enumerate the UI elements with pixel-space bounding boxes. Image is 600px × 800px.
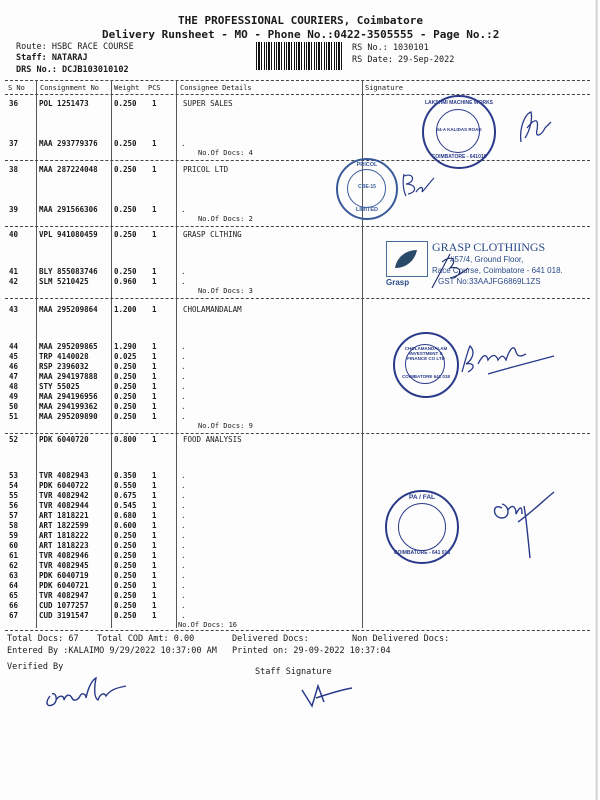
- row-consignment: ART 1818221: [39, 511, 89, 520]
- row-weight: 0.250: [114, 591, 137, 600]
- row-consignment: CUD 1077257: [39, 601, 89, 610]
- fal-stamp-top: PA / FAL: [409, 494, 435, 501]
- row-weight: 0.250: [114, 561, 137, 570]
- row-consignment: ART 1822599: [39, 521, 89, 530]
- fal-stamp: [385, 490, 459, 564]
- row-sno: 45: [9, 352, 19, 361]
- row-consignment: PDK 6040722: [39, 481, 89, 490]
- row-sno: 65: [9, 591, 19, 600]
- chola-stamp-top: CHOLAMANDALAM INVESTMENT & FINANCE CO LTD: [404, 346, 448, 361]
- row-consignment: TVR 4082945: [39, 561, 89, 570]
- row-sno: 46: [9, 362, 19, 371]
- row-consignment: ART 1818223: [39, 541, 89, 550]
- row-weight: 0.545: [114, 501, 137, 510]
- row-detail: .: [181, 342, 186, 351]
- row-consignment: TVR 4082947: [39, 591, 89, 600]
- row-detail: .: [181, 491, 186, 500]
- lakshmi-stamp-top: LAKSHMI MACHINE WORKS: [424, 100, 494, 106]
- row-consignment: TRP 4140028: [39, 352, 89, 361]
- row-sno: 54: [9, 481, 19, 490]
- row-weight: 0.250: [114, 99, 137, 108]
- row-weight: 0.250: [114, 267, 137, 276]
- row-sno: 67: [9, 611, 19, 620]
- row-sno: 64: [9, 581, 19, 590]
- row-consignment: PDK 6040721: [39, 581, 89, 590]
- row-detail: .: [181, 611, 186, 620]
- row-pcs: 1: [152, 481, 157, 490]
- total-docs: Total Docs: 67: [7, 634, 79, 644]
- row-pcs: 1: [152, 591, 157, 600]
- group-divider: [5, 160, 590, 161]
- row-pcs: 1: [152, 352, 157, 361]
- row-consignment: POL 1251473: [39, 99, 89, 108]
- row-detail: .: [181, 581, 186, 590]
- row-pcs: 1: [152, 611, 157, 620]
- docs-count: No.Of Docs: 2: [198, 215, 253, 223]
- total-cod: Total COD Amt: 0.00: [97, 634, 195, 644]
- row-consignment: STY 55025: [39, 382, 80, 391]
- grasp-signature: [428, 248, 472, 292]
- row-sno: 41: [9, 267, 19, 276]
- row-sno: 52: [9, 435, 19, 444]
- grasp-stamp-name: GRASP CLOTHIINGS: [432, 240, 546, 254]
- row-detail: .: [181, 561, 186, 570]
- row-weight: 0.250: [114, 165, 137, 174]
- grasp-stamp-address1: #57/4, Ground Floor,: [450, 255, 524, 264]
- runsheet-subtitle: Delivery Runsheet - MO - Phone No.:0422-3505555 - Page No.:2: [102, 28, 500, 41]
- row-weight: 0.250: [114, 412, 137, 421]
- row-detail: .: [181, 139, 186, 148]
- row-consignment: PDK 6040720: [39, 435, 89, 444]
- row-consignment: TVR 4082946: [39, 551, 89, 560]
- verified-by-label: Verified By: [7, 662, 64, 672]
- row-weight: 0.250: [114, 205, 137, 214]
- route: Route: HSBC RACE COURSE: [16, 42, 134, 52]
- row-weight: 0.675: [114, 491, 137, 500]
- docs-count: No.Of Docs: 9: [198, 422, 253, 430]
- row-pcs: 1: [152, 382, 157, 391]
- row-weight: 0.250: [114, 571, 137, 580]
- grasp-logo-text: Grasp: [386, 278, 410, 287]
- row-sno: 42: [9, 277, 19, 286]
- row-sno: 58: [9, 521, 19, 530]
- pricol-signature: [398, 170, 438, 200]
- row-pcs: 1: [152, 205, 157, 214]
- col-pcs: PCS: [148, 84, 161, 92]
- row-detail: .: [181, 521, 186, 530]
- row-weight: 0.250: [114, 402, 137, 411]
- row-consignment: VPL 941080459: [39, 230, 98, 239]
- row-pcs: 1: [152, 435, 157, 444]
- row-weight: 0.600: [114, 521, 137, 530]
- row-weight: 1.200: [114, 305, 137, 314]
- col-consignment: Consignment No: [40, 84, 100, 92]
- row-detail: .: [181, 372, 186, 381]
- consignee-name: FOOD ANALYSIS: [183, 435, 242, 444]
- row-pcs: 1: [152, 521, 157, 530]
- row-pcs: 1: [152, 372, 157, 381]
- row-detail: .: [181, 362, 186, 371]
- grasp-logo-box: [386, 241, 428, 277]
- delivered-docs: Delivered Docs:: [232, 634, 309, 644]
- row-detail: .: [181, 591, 186, 600]
- row-consignment: MAA 295209864: [39, 305, 98, 314]
- row-sno: 49: [9, 392, 19, 401]
- column-line: [36, 80, 37, 628]
- row-weight: 0.680: [114, 511, 137, 520]
- row-consignment: BLY 855083746: [39, 267, 98, 276]
- row-weight: 0.250: [114, 611, 137, 620]
- row-pcs: 1: [152, 551, 157, 560]
- row-sno: 38: [9, 165, 19, 174]
- barcode: [256, 42, 342, 70]
- fal-signature: [488, 488, 558, 563]
- row-weight: 1.290: [114, 342, 137, 351]
- divider: [5, 630, 590, 631]
- row-weight: 0.250: [114, 541, 137, 550]
- row-sno: 56: [9, 501, 19, 510]
- rs-number: RS No.: 1030101: [352, 43, 429, 53]
- row-pcs: 1: [152, 165, 157, 174]
- row-sno: 66: [9, 601, 19, 610]
- group-divider: [5, 433, 590, 434]
- row-pcs: 1: [152, 99, 157, 108]
- row-consignment: PDK 6040719: [39, 571, 89, 580]
- row-sno: 62: [9, 561, 19, 570]
- row-weight: 0.250: [114, 362, 137, 371]
- consignee-name: CHOLAMANDALAM: [183, 305, 242, 314]
- row-detail: .: [181, 511, 186, 520]
- row-pcs: 1: [152, 402, 157, 411]
- col-sno: S No: [8, 84, 25, 92]
- row-weight: 0.250: [114, 230, 137, 239]
- column-line: [111, 80, 112, 628]
- lakshmi-signature: [515, 108, 555, 148]
- row-pcs: 1: [152, 412, 157, 421]
- consignee-name: GRASP CLTHING: [183, 230, 242, 239]
- row-weight: 0.550: [114, 481, 137, 490]
- row-sno: 51: [9, 412, 19, 421]
- column-line: [176, 80, 177, 628]
- row-pcs: 1: [152, 471, 157, 480]
- entered-by: Entered By :KALAIMO 9/29/2022 10:37:00 AM: [7, 646, 217, 656]
- row-pcs: 1: [152, 501, 157, 510]
- row-consignment: TVR 4082943: [39, 471, 89, 480]
- row-weight: 0.250: [114, 372, 137, 381]
- row-weight: 0.250: [114, 531, 137, 540]
- drs-number: DRS No.: DCJB103010102: [16, 65, 129, 75]
- company-title: THE PROFESSIONAL COURIERS, Coimbatore: [178, 14, 424, 27]
- chola-stamp-center: COIMBATORE 641 018: [402, 374, 450, 379]
- row-pcs: 1: [152, 305, 157, 314]
- divider: [5, 94, 590, 95]
- grasp-stamp-address2: Race Course, Coimbatore - 641 018.: [432, 266, 563, 275]
- staff-signature: [298, 680, 358, 712]
- group-divider: [5, 226, 590, 227]
- row-pcs: 1: [152, 581, 157, 590]
- row-consignment: MAA 287224048: [39, 165, 98, 174]
- row-detail: .: [181, 412, 186, 421]
- row-detail: .: [181, 382, 186, 391]
- row-weight: 0.025: [114, 352, 137, 361]
- row-detail: .: [181, 471, 186, 480]
- row-weight: 0.350: [114, 471, 137, 480]
- row-weight: 0.250: [114, 139, 137, 148]
- row-sno: 55: [9, 491, 19, 500]
- pricol-stamp-bottom: LIMITED: [356, 207, 378, 213]
- chola-stamp: [393, 332, 459, 398]
- row-sno: 57: [9, 511, 19, 520]
- rs-date: RS Date: 29-Sep-2022: [352, 55, 455, 65]
- lakshmi-stamp: [422, 95, 496, 169]
- pricol-stamp-side: CBE-15: [358, 184, 376, 190]
- row-sno: 60: [9, 541, 19, 550]
- row-weight: 0.250: [114, 551, 137, 560]
- row-pcs: 1: [152, 139, 157, 148]
- row-detail: .: [181, 402, 186, 411]
- row-sno: 47: [9, 372, 19, 381]
- row-weight: 0.250: [114, 581, 137, 590]
- verifier-signature: [42, 674, 132, 710]
- group-divider: [5, 298, 590, 299]
- row-detail: .: [181, 352, 186, 361]
- pricol-stamp-top: PRICOL: [356, 162, 378, 168]
- docs-count: No.Of Docs: 4: [198, 149, 253, 157]
- row-sno: 63: [9, 571, 19, 580]
- row-consignment: CUD 3191547: [39, 611, 89, 620]
- row-detail: .: [181, 541, 186, 550]
- docs-count: No.Of Docs: 3: [198, 287, 253, 295]
- row-detail: .: [181, 601, 186, 610]
- row-pcs: 1: [152, 561, 157, 570]
- printed-on: Printed on: 29-09-2022 10:37:04: [232, 646, 391, 656]
- row-consignment: MAA 294199362: [39, 402, 98, 411]
- row-pcs: 1: [152, 601, 157, 610]
- row-sno: 36: [9, 99, 19, 108]
- consignee-name: PRICOL LTD: [183, 165, 229, 174]
- row-pcs: 1: [152, 511, 157, 520]
- row-detail: .: [181, 501, 186, 510]
- row-sno: 48: [9, 382, 19, 391]
- row-consignment: MAA 294196956: [39, 392, 98, 401]
- staff-signature-label: Staff Signature: [255, 667, 332, 677]
- row-consignment: RSP 2396032: [39, 362, 89, 371]
- row-sno: 50: [9, 402, 19, 411]
- row-pcs: 1: [152, 531, 157, 540]
- row-detail: .: [181, 277, 186, 286]
- page-edge: [595, 0, 598, 800]
- divider: [5, 80, 590, 81]
- row-weight: 0.250: [114, 382, 137, 391]
- row-weight: 0.800: [114, 435, 137, 444]
- row-sno: 61: [9, 551, 19, 560]
- chola-signature: [458, 338, 558, 378]
- row-pcs: 1: [152, 267, 157, 276]
- row-consignment: SLM 5210425: [39, 277, 89, 286]
- row-detail: .: [181, 267, 186, 276]
- row-pcs: 1: [152, 571, 157, 580]
- row-pcs: 1: [152, 392, 157, 401]
- row-consignment: TVR 4082944: [39, 501, 89, 510]
- row-pcs: 1: [152, 230, 157, 239]
- row-pcs: 1: [152, 342, 157, 351]
- pricol-stamp: [336, 158, 398, 220]
- row-sno: 44: [9, 342, 19, 351]
- row-consignment: TVR 4082942: [39, 491, 89, 500]
- consignee-name: SUPER SALES: [183, 99, 233, 108]
- row-weight: 0.250: [114, 392, 137, 401]
- col-signature: Signature: [365, 84, 403, 92]
- row-sno: 43: [9, 305, 19, 314]
- row-pcs: 1: [152, 277, 157, 286]
- col-consignee: Consignee Details: [180, 84, 252, 92]
- row-detail: .: [181, 481, 186, 490]
- row-consignment: ART 1818222: [39, 531, 89, 540]
- grasp-stamp-gst: GST No:33AAJFG6869L1ZS: [438, 277, 541, 286]
- row-consignment: MAA 291566306: [39, 205, 98, 214]
- row-weight: 0.960: [114, 277, 137, 286]
- non-delivered-docs: Non Delivered Docs:: [352, 634, 450, 644]
- row-detail: .: [181, 571, 186, 580]
- row-sno: 40: [9, 230, 19, 239]
- row-detail: .: [181, 205, 186, 214]
- row-sno: 39: [9, 205, 19, 214]
- fal-stamp-bottom: COIMBATORE - 641 018: [393, 550, 451, 556]
- lakshmi-stamp-center: 34-A KALIDAS ROAD: [436, 127, 482, 132]
- row-detail: .: [181, 551, 186, 560]
- row-pcs: 1: [152, 491, 157, 500]
- row-weight: 0.250: [114, 601, 137, 610]
- col-weight: Weight: [114, 84, 140, 92]
- row-consignment: MAA 294197888: [39, 372, 98, 381]
- row-detail: .: [181, 392, 186, 401]
- row-sno: 37: [9, 139, 19, 148]
- row-pcs: 1: [152, 541, 157, 550]
- staff: Staff: NATARAJ: [16, 53, 88, 63]
- row-pcs: 1: [152, 362, 157, 371]
- row-sno: 53: [9, 471, 19, 480]
- row-consignment: MAA 295209865: [39, 342, 98, 351]
- row-detail: .: [181, 531, 186, 540]
- row-consignment: MAA 295209890: [39, 412, 98, 421]
- row-sno: 59: [9, 531, 19, 540]
- leaf-icon: [387, 242, 427, 272]
- docs-count: No.Of Docs: 16: [178, 621, 238, 629]
- row-consignment: MAA 293779376: [39, 139, 98, 148]
- lakshmi-stamp-bottom: COIMBATORE - 641018: [431, 154, 487, 160]
